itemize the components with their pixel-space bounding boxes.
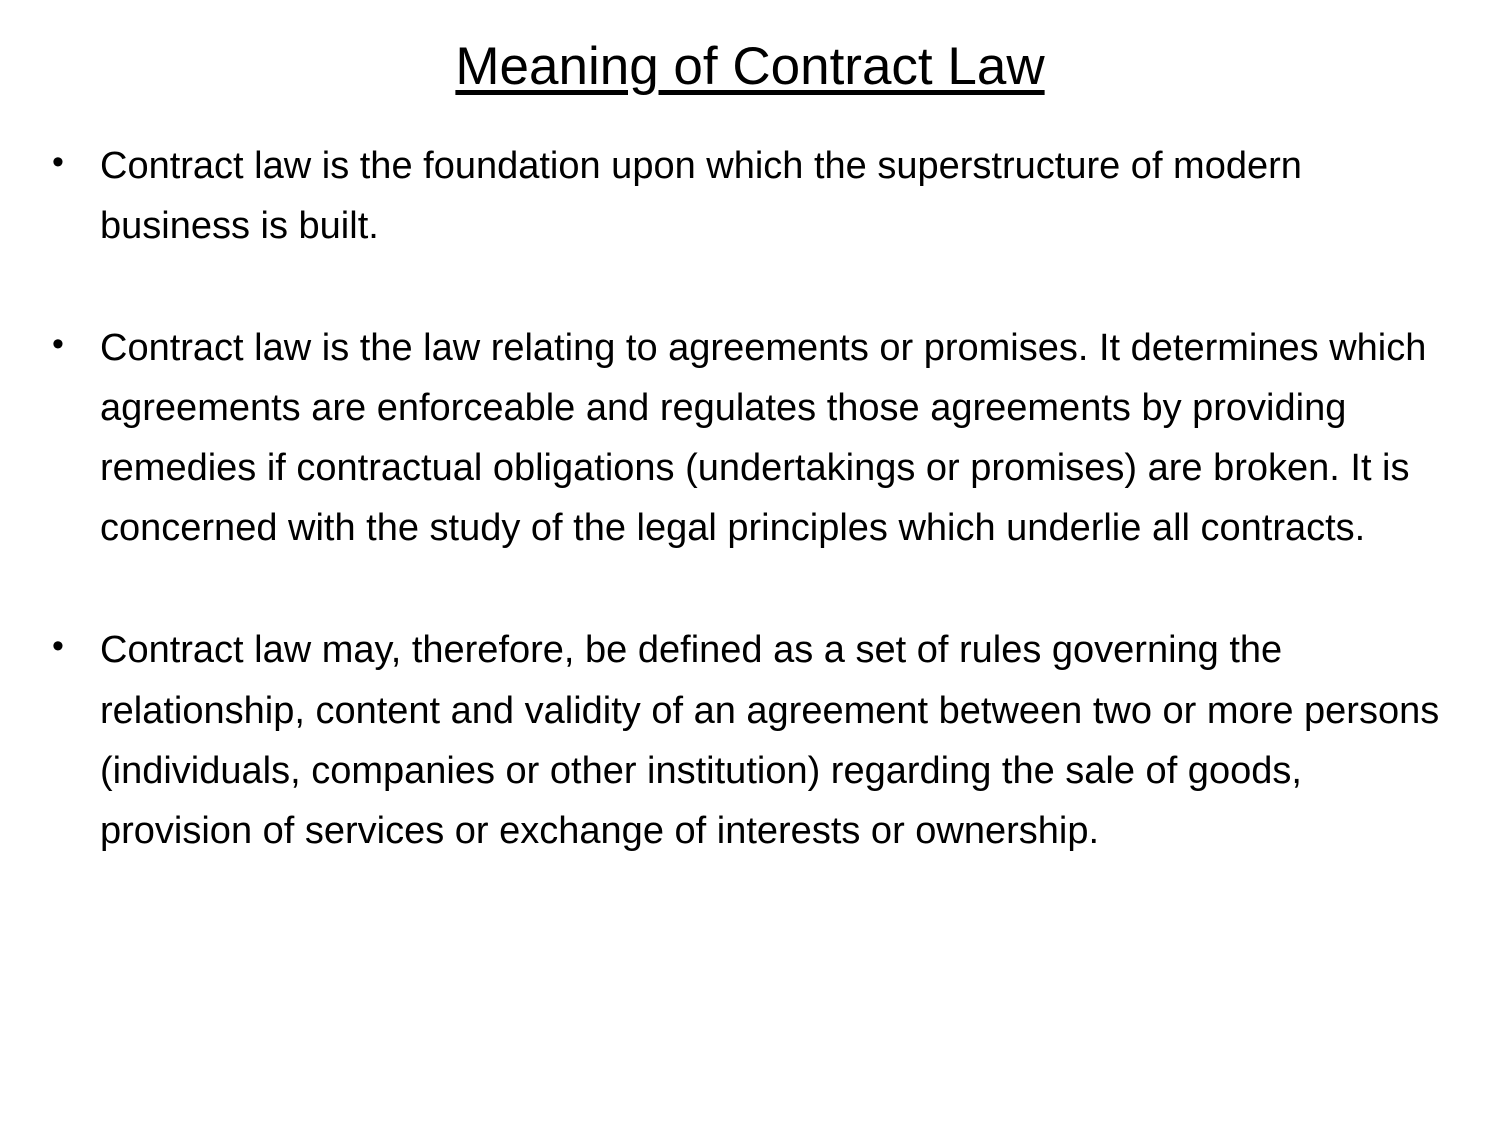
bullet-list bbox=[0, 96, 1500, 860]
page-title: Meaning of Contract Law bbox=[455, 37, 1045, 96]
list-item bbox=[42, 620, 1445, 860]
bullet-text: Contract law is the law relating to agreements or promises. It determines which agreements are enforceable and regulates those agreements by providing remedies if contractual obligations (undertakings or promises) are broken. It is concerned with the study of the legal principles which underlie all contracts. bbox=[100, 327, 1427, 550]
bullet-text: Contract law is the foundation upon which the superstructure of modern business is built. bbox=[100, 145, 1302, 248]
bullet-text: Contract law may, therefore, be defined as a set of rules governing the relationship, content and validity of an agreement between two or more persons (individuals, companies or other institution) regarding the sale of goods, provision of services or exchange of interests or ownership. bbox=[100, 629, 1440, 852]
list-item bbox=[42, 136, 1445, 256]
list-item bbox=[42, 318, 1445, 558]
bullet-point-icon: • bbox=[52, 325, 64, 364]
bullet-point-icon: • bbox=[52, 627, 64, 666]
bullet-point-icon: • bbox=[52, 143, 64, 182]
